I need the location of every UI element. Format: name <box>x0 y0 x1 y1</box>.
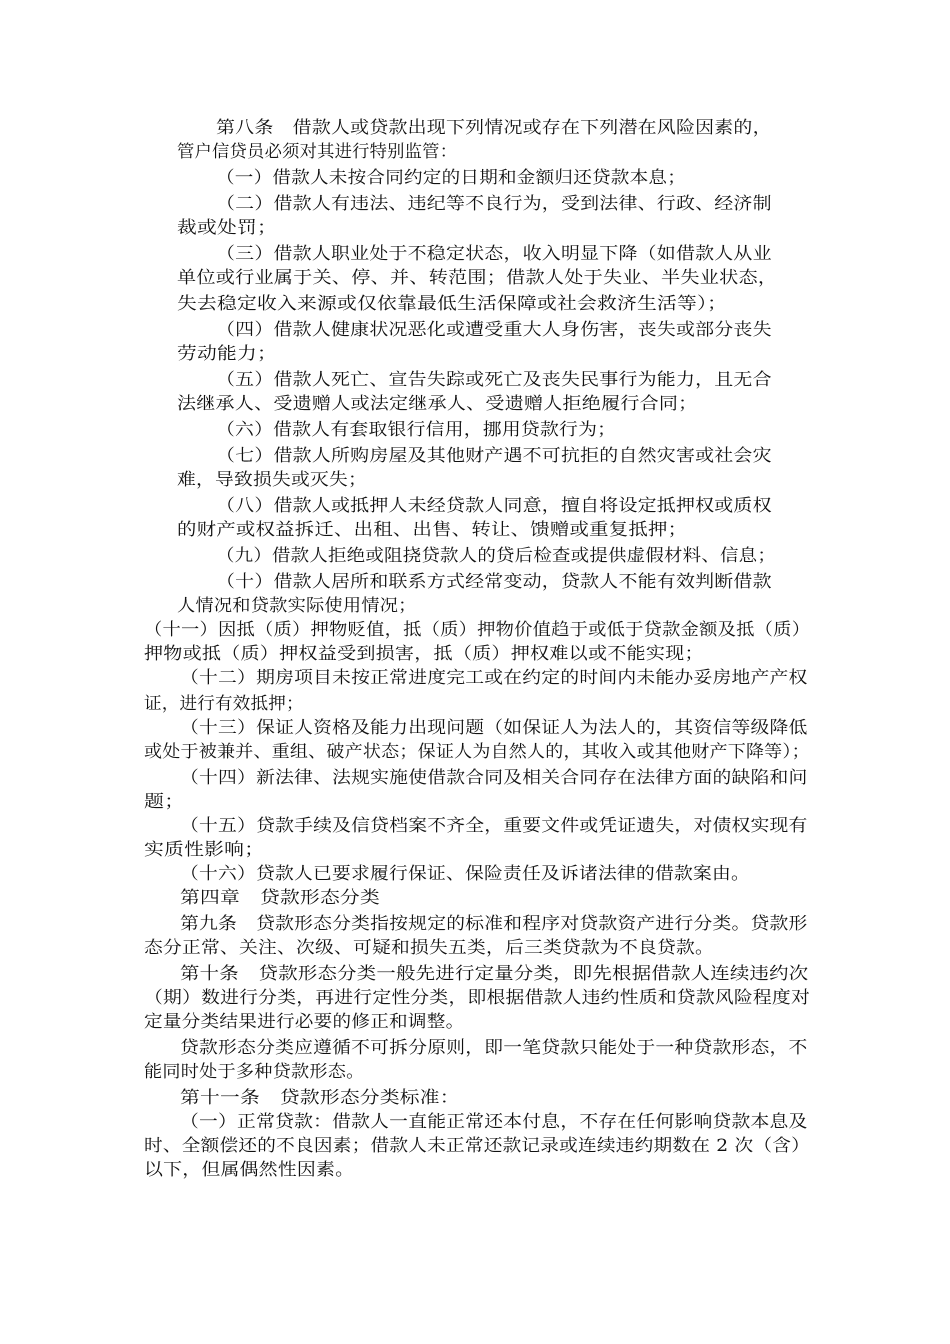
text-line: （九）借款人拒绝或阻挠贷款人的贷后检查或提供虚假材料、信息； <box>216 546 777 566</box>
text-line: 单位或行业属于关、停、并、转范围；借款人处于失业、半失业状态， <box>177 268 778 288</box>
text-line: 人情况和贷款实际使用情况； <box>177 596 417 616</box>
text-line: 题； <box>144 792 185 812</box>
text-line: （八）借款人或抵押人未经贷款人同意，擅自将设定抵押权或质权 <box>216 496 772 516</box>
text-line: 法继承人、受遗赠人或法定继承人、受遗赠人拒绝履行合同； <box>177 394 698 414</box>
text-line: 难，导致损失或灭失； <box>177 470 368 490</box>
text-line: （一）借款人未按合同约定的日期和金额归还贷款本息； <box>216 168 686 188</box>
text-line: 第十条 贷款形态分类一般先进行定量分类，即先根据借款人连续违约次 <box>180 964 809 984</box>
text-line: 定量分类结果进行必要的修正和调整。 <box>144 1012 465 1032</box>
text-line: 管户信贷员必须对其进行特别监管： <box>177 142 458 162</box>
text-line: （七）借款人所购房屋及其他财产遇不可抗拒的自然灾害或社会灾 <box>216 446 772 466</box>
text-line: （四）借款人健康状况恶化或遭受重大人身伤害，丧失或部分丧失 <box>216 320 772 340</box>
text-line: （十五）贷款手续及信贷档案不齐全，重要文件或凭证遗失，对债权实现有 <box>180 816 808 836</box>
text-line: 或处于被兼并、重组、破产状态；保证人为自然人的，其收入或其他财产下降等）； <box>144 742 810 762</box>
text-line: 时、全额偿还的不良因素；借款人未正常还款记录或连续违约期数在 2 次（含） <box>144 1136 811 1156</box>
text-line: （十二）期房项目未按正常进度完工或在约定的时间内未能办妥房地产产权 <box>180 668 808 688</box>
text-line: （五）借款人死亡、宣告失踪或死亡及丧失民事行为能力，且无合 <box>216 370 772 390</box>
text-line: 贷款形态分类应遵循不可拆分原则，即一笔贷款只能处于一种贷款形态，不 <box>180 1038 808 1058</box>
text-line: （十一）因抵（质）押物贬值，抵（质）押物价值趋于或低于贷款金额及抵（质） <box>144 620 811 640</box>
text-line: （期）数进行分类，再进行定性分类，即根据借款人违约性质和贷款风险程度对 <box>144 988 810 1008</box>
text-line: （十）借款人居所和联系方式经常变动，贷款人不能有效判断借款 <box>216 572 772 592</box>
text-line: 的财产或权益拆迁、出租、出售、转让、馈赠或重复抵押； <box>177 520 688 540</box>
text-line: 能同时处于多种贷款形态。 <box>144 1062 365 1082</box>
text-line: （十四）新法律、法规实施使借款合同及相关合同存在法律方面的缺陷和问 <box>180 768 808 788</box>
text-line: 劳动能力； <box>177 344 278 364</box>
text-line: 以下，但属偶然性因素。 <box>144 1160 355 1180</box>
text-line: 押物或抵（质）押权益受到损害，抵（质）押权难以或不能实现； <box>144 644 704 664</box>
text-line: 失去稳定收入来源或仅依靠最低生活保障或社会救济生活等）； <box>177 294 728 314</box>
text-line: 第十一条 贷款形态分类标准： <box>180 1088 460 1108</box>
chapter-heading: 第四章 贷款形态分类 <box>180 888 381 908</box>
text-line: （一）正常贷款：借款人一直能正常还本付息，不存在任何影响贷款本息及 <box>180 1112 808 1132</box>
text-line: （三）借款人职业处于不稳定状态，收入明显下降（如借款人从业 <box>216 244 772 264</box>
text-line: 裁或处罚； <box>177 218 278 238</box>
text-line: （二）借款人有违法、违纪等不良行为，受到法律、行政、经济制 <box>216 194 772 214</box>
text-line: 第九条 贷款形态分类指按规定的标准和程序对贷款资产进行分类。贷款形 <box>180 914 808 934</box>
text-line: 第八条 借款人或贷款出现下列情况或存在下列潜在风险因素的， <box>216 118 772 138</box>
text-line: 态分正常、关注、次级、可疑和损失五类，后三类贷款为不良贷款。 <box>144 938 715 958</box>
text-line: （六）借款人有套取银行信用，挪用贷款行为； <box>216 420 617 440</box>
text-line: 证，进行有效抵押； <box>144 694 304 714</box>
text-line: 实质性影响； <box>144 840 265 860</box>
text-line: （十六）贷款人已要求履行保证、保险责任及诉诸法律的借款案由。 <box>180 864 751 884</box>
text-line: （十三）保证人资格及能力出现问题（如保证人为法人的，其资信等级降低 <box>180 718 808 738</box>
